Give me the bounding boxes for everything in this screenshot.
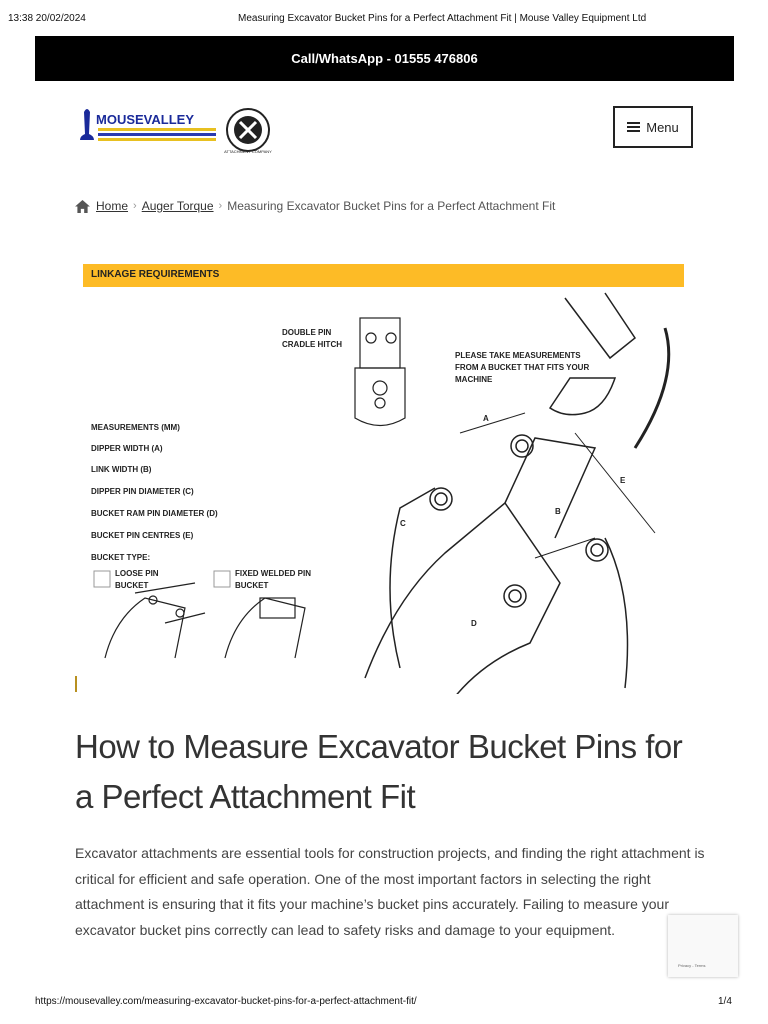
measurements-list [91, 423, 218, 562]
fixed-pin-checkbox [214, 571, 230, 587]
dim-b-label: B [555, 507, 561, 516]
dim-d-label: D [471, 619, 477, 628]
dim-a-label: A [483, 414, 489, 423]
list-item: BUCKET PIN CENTRES (E) [91, 531, 194, 540]
breadcrumb-home-link[interactable]: Home [96, 199, 129, 213]
mouse-valley-logo-mark [80, 109, 216, 141]
contact-bar[interactable] [35, 36, 734, 81]
note-line-3: MACHINE [455, 375, 493, 384]
type-1b: BUCKET [115, 581, 149, 590]
print-timestamp: 13:38 20/02/2024 [8, 13, 86, 24]
contact-text[interactable]: Call/WhatsApp - 01555 476806 [291, 51, 478, 66]
loose-pin-checkbox [94, 571, 110, 587]
print-footer-page: 1/4 [718, 996, 732, 1007]
print-footer-url: https://mousevalley.com/measuring-excavator-bucket-pins-for-a-perfect-attachment-fit/ [35, 996, 417, 1007]
site-logo[interactable] [78, 106, 273, 156]
dim-c-label: C [400, 519, 406, 528]
type-2a: FIXED WELDED PIN [235, 569, 312, 578]
chevron-right-icon: › [133, 200, 137, 212]
list-item: LINK WIDTH (B) [91, 465, 152, 474]
print-header [0, 0, 768, 36]
recaptcha-text: Privacy - Terms [678, 963, 706, 968]
attachment-company-badge [224, 109, 272, 154]
logo-name: MOUSEVALLEY [96, 112, 194, 127]
bucket-type-drawings [105, 583, 305, 658]
recaptcha-badge[interactable] [668, 915, 738, 977]
hitch-drawing [355, 318, 405, 426]
linkage-requirements-image [75, 258, 687, 694]
list-item: MEASUREMENTS (MM) [91, 423, 180, 432]
note-line-1: PLEASE TAKE MEASUREMENTS [455, 351, 581, 360]
type-2b: BUCKET [235, 581, 269, 590]
menu-button[interactable] [613, 106, 693, 148]
list-item: BUCKET TYPE: [91, 553, 151, 562]
type-1a: LOOSE PIN [115, 569, 159, 578]
list-item: DIPPER PIN DIAMETER (C) [91, 487, 194, 496]
logo-badge: ATTACHMENT COMPANY [224, 149, 272, 154]
list-item: BUCKET RAM PIN DIAMETER (D) [91, 509, 218, 518]
dim-e-label: E [620, 476, 626, 485]
breadcrumb-current: Measuring Excavator Bucket Pins for a Perfect Attachment Fit [227, 199, 556, 213]
intro-paragraph: Excavator attachments are essential tools for construction projects, and finding the right attachment is critical for efficient and safe operation. One of the most important factors in selecting the right attachment is ensuring that it fits your machine’s bucket pins accurately. Failing to measure your excavator bucket pins correctly can lead to safety risks and damage to your equipment. [75, 845, 705, 938]
banner-text: LINKAGE REQUIREMENTS [91, 269, 220, 280]
note-line-2: FROM A BUCKET THAT FITS YOUR [455, 363, 590, 372]
chevron-right-icon: › [218, 200, 223, 212]
image-edge-marker [75, 676, 77, 692]
print-page-title: Measuring Excavator Bucket Pins for a Perfect Attachment Fit | Mouse Valley Equipment Ltd [238, 13, 647, 24]
hitch-label-1: DOUBLE PIN [282, 328, 332, 337]
menu-label: Menu [646, 119, 679, 135]
breadcrumb [75, 199, 555, 213]
page-title: How to Measure Excavator Bucket Pins for a Perfect Attachment Fit [75, 728, 683, 815]
home-icon [75, 200, 90, 213]
list-item: DIPPER WIDTH (A) [91, 444, 163, 453]
breadcrumb-category-link[interactable]: Auger Torque [141, 199, 214, 213]
hamburger-icon [627, 122, 640, 132]
hitch-label-2: CRADLE HITCH [282, 340, 342, 349]
